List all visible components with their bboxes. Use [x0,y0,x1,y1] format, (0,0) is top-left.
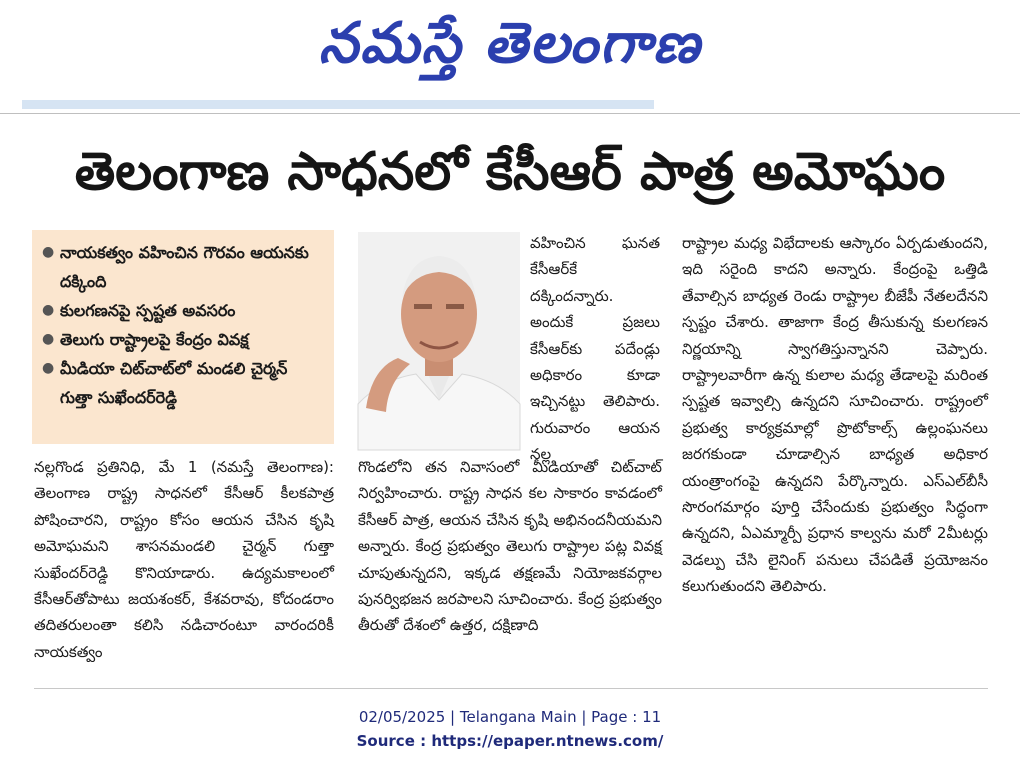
portrait-illustration [358,232,520,450]
top-divider [0,113,1020,114]
highlights-box [32,230,334,444]
masthead-bar [22,100,654,109]
highlight-text: కులగణనపై స్పష్టత అవసరం [60,301,236,320]
highlight-item [42,296,324,325]
highlight-item [42,238,324,296]
article-column-2-top: వహించిన ఘనత కేసీఆర్‌కే దక్కిందన్నారు. అందుకే ప్రజలు కేసీఆర్‌కు పదేండ్లు అధికారం కూడా ఇచ్చినట్టు తెలిపారు. గురువారం ఆయన నల్ల [530,234,660,464]
highlight-text: మీడియా చిట్‌చాట్‌లో మండలి చైర్మన్ గుత్తా సుఖేందర్‌రెడ్డి [60,359,288,407]
headline: తెలంగాణ సాధనలో కేసీఆర్ పాత్ర అమోఘం [74,142,946,202]
article-column-3: రాష్ట్రాల మధ్య విభేదాలకు ఆస్కారం ఏర్పడుతుందని, ఇది సరైంది కాదని అన్నారు. కేంద్రంపై ఒత్తిడి తేవాల్సిన బాధ్యత రెండు రాష్ట్రాల బీజేపీ నేతలదేనని స్పష్టం చేశారు. తాజాగా కేంద్ర తీసుకున్న కులగణన నిర్ణయాన్ని స్వాగతిస్తున్నానని చెప్పారు. రాష్ట్రాలవారీగా ఉన్న కులాల మధ్య తేడాలపై మరింత స్పష్టత ఇవ్వాల్సి ఉన్నదని సూచించారు. రాష్ట్రంలో ప్రభుత్వ కార్యక్రమాల్లో ప్రొటోకాల్స్ ఉల్లంఘనలు జరగకుండా చూడాల్సిన బాధ్యత అధికార యంత్రాంగంపై ఉన్నదని పేర్కొన్నారు. ఎస్‌ఎల్‌బీసీ సొరంగమార్గం పూర్తి చేసేందుకు ప్రభుత్వం సిద్ధంగా ఉన్నదని, ఏఎమ్మార్పీ ప్రధాన కాల్వను మరో 2మీటర్లు వెడల్పు చేసి లైనింగ్ పనులు చేపడితే ప్రయోజనం కలుగుతుందని తెలిపారు. [682,234,988,596]
portrait-photo [358,232,520,450]
footer-date-line: 02/05/2025 | Telangana Main | Page : 11 [358,708,662,726]
bullet-icon: ● [42,302,55,318]
bullet-icon: ● [42,244,55,260]
highlight-item [42,354,324,412]
bullet-icon: ● [42,331,55,347]
highlight-text: తెలుగు రాష్ట్రాలపై కేంద్రం వివక్ష [60,330,249,349]
masthead-logo: నమస్తే తెలంగాణ [318,11,702,76]
footer-source-line: Source : https://epaper.ntnews.com/ [356,732,664,750]
highlight-item [42,325,324,354]
article-column-1: నల్లగొండ ప్రతినిధి, మే 1 (నమస్తే తెలంగాణ): తెలంగాణ రాష్ట్ర సాధనలో కేసీఆర్ కీలకపాత్ర పోషించారని, రాష్ట్రం కోసం ఆయన చేసిన కృషి అమోఘమని శాసనమండలి చైర్మన్ గుత్తా సుఖేందర్‌రెడ్డి కొనియాడారు. ఉద్యమకాలంలో కేసీఆర్‌తోపాటు జయశంకర్, కేశవరావు, కోదండరాం తదితరులంతా కలిసి నడిచారంటూ వారందరికీ నాయకత్వం [34,458,334,661]
bottom-divider [34,688,988,689]
masthead [0,4,1020,84]
article-column-2-bottom: గొండలోని తన నివాసంలో మీడియాతో చిట్‌చాట్ నిర్వహించారు. రాష్ట్ర సాధన కల సాకారం కావడంలో కేసీఆర్ పాత్ర, ఆయన చేసిన కృషి అభినందనీయమని అన్నారు. కేంద్ర ప్రభుత్వం తెలుగు రాష్ట్రాల పట్ల వివక్ష చూపుతున్నదని, ఇక్కడ తక్షణమే నియోజకవర్గాల పునర్విభజన జరపాలని సూచించారు. కేంద్ర ప్రభుత్వం తీరుతో దేశంలో ఉత్తర, దక్షిణాది [358,458,662,635]
bullet-icon: ● [42,360,55,376]
highlight-text: నాయకత్వం వహించిన గౌరవం ఆయనకు దక్కింది [60,243,309,291]
